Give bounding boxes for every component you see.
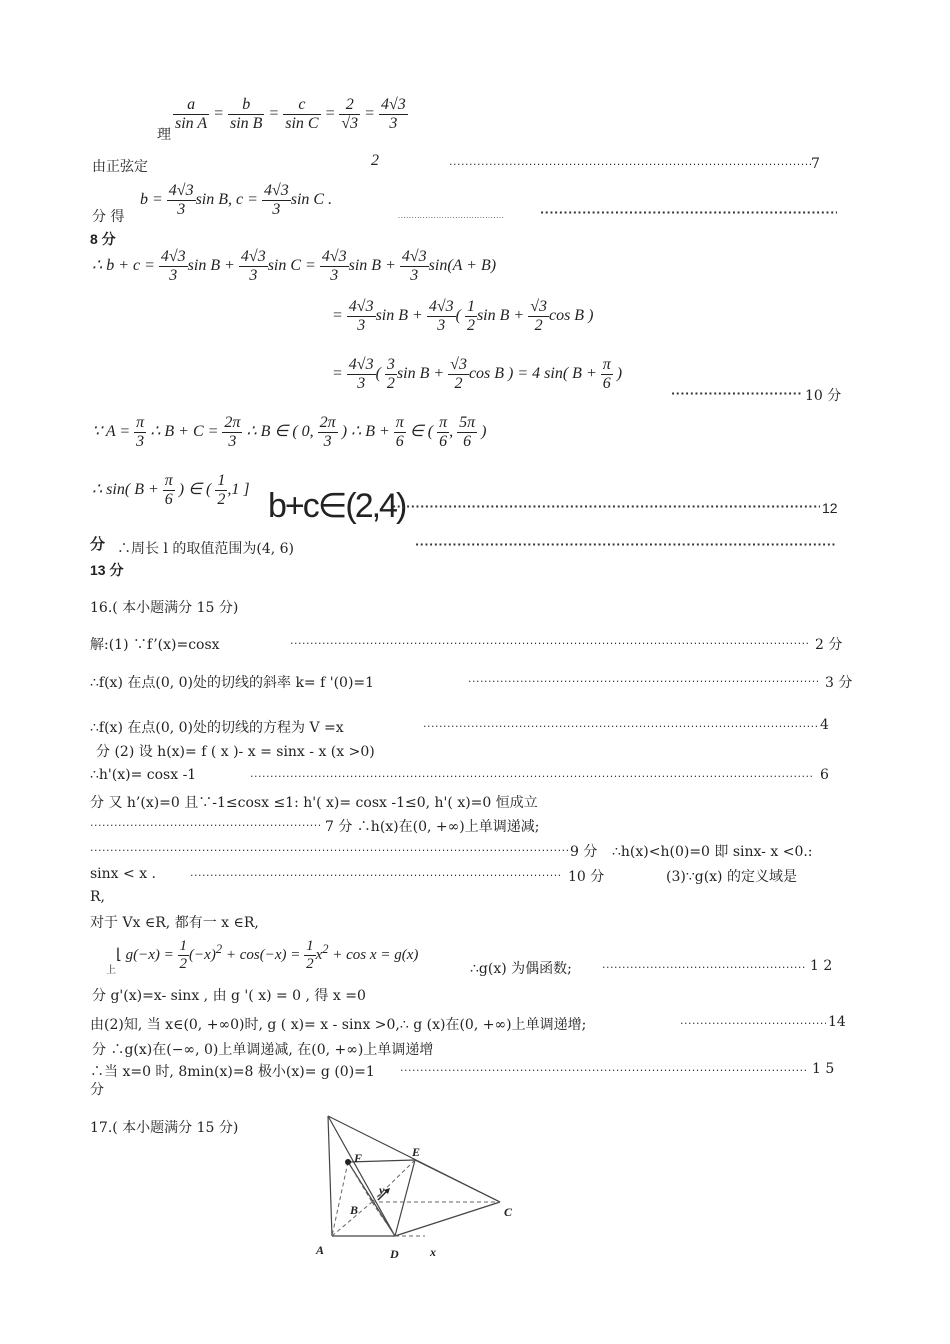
q16-line-17: 分 — [90, 1082, 104, 1098]
q16-line-16: ∴当 x=0 时, 8min(x)=8 极小(x)= g (0)=1 — [90, 1064, 375, 1080]
q16-line-5: ∴h'(x)= cosx -1 — [90, 767, 197, 783]
ratio-denominator: 2 — [371, 152, 379, 169]
ratio-equation: $\frac{a}{\text{sin A}}$ = $\frac{b}{\text{sin B}}$ = $\frac{c}{\text{sin C}}$ = $\frac{2}{√3}$ = $\frac{4√3}{3}$ — [175, 96, 406, 132]
q16-line-3: ∴f(x) 在点(0, 0)处的切线的方程为 V =x — [90, 720, 344, 736]
q16-mark-3: 4 — [820, 717, 829, 733]
point-f — [345, 1159, 351, 1165]
law-prefix: 理 — [157, 127, 171, 143]
q16-line-7: 7 分 ∴h(x)在(0, +∞)上单调递减; — [325, 819, 540, 835]
angle-condition: ∵ A = $\frac{\pi}{3}$ ∴ B + C = $\frac{2\pi}{3}$ ∴ B ∈ ( 0, $\frac{2\pi}{3}$ ) ∴ B + $\frac{\pi}{6}$ ∈ ( $\frac{\pi}{6}$ , $\frac{5\pi}{6}$ ) — [92, 414, 487, 450]
q16-line-11: 对于 Vx ∈R, 都有一 x ∈R, — [90, 915, 259, 931]
sum-line-3: = $\frac{4√3}{3}$ ( $\frac{3}{2}$ sin B + $\frac{√3}{2}$ cos B ) = 4 sin( B + $\frac{\pi}{6}$ ) — [332, 356, 623, 392]
dots-small — [398, 214, 504, 222]
sum-line-2: = $\frac{4√3}{3}$ sin B + $\frac{4√3}{3}$ ( $\frac{1}{2}$ sin B + $\frac{√3}{2}$ cos B ) — [332, 298, 594, 334]
perimeter-text: ∴周长 l 的取值范围为(4, 6) — [117, 541, 295, 557]
fen-12: 分 — [90, 536, 106, 553]
q16-line-12b: ∴g(x) 为偶函数; — [470, 961, 572, 977]
q16-mark-9: 10 分 — [568, 869, 605, 885]
label-y: y — [379, 1183, 385, 1197]
q16-mark-5: 6 — [820, 767, 829, 783]
q16-line-9b: (3)∵g(x) 的定义域是 — [666, 869, 797, 885]
q16-line-12-prefix: 上 — [106, 965, 116, 976]
q16-line-8: ∴h(x)<h(0)=0 即 sinx- x <0.: — [612, 844, 813, 860]
b-expression: b = $\frac{4√3}{3}$ sin B, c = $\frac{4√3}{3}$ sin C . — [140, 182, 333, 218]
q16-mark-2: 3 分 — [825, 675, 853, 691]
q16-title: 16.( 本小题满分 15 分) — [90, 600, 239, 616]
dots-q16-3 — [423, 720, 818, 733]
dots-10a — [671, 387, 801, 400]
dots-q16-8 — [90, 844, 568, 857]
q17-title: 17.( 本小题满分 15 分) — [90, 1120, 239, 1136]
mark-8: 8 分 — [90, 231, 116, 247]
q16-line-14: 由(2)知, 当 x∈(0, +∞0)时, g ( x)= x - sinx >0,∴ g (x)在(0, +∞)上单调递增; — [90, 1017, 587, 1033]
law-label: 由正弦定 — [92, 159, 148, 175]
dots-q16-14 — [680, 1017, 826, 1030]
q16-mark-1: 2 分 — [815, 637, 843, 653]
label-e: E — [412, 1145, 421, 1159]
dots-q16-2 — [468, 675, 818, 688]
q16-line-1: 解:(1) ∵f’(x)=cosx — [90, 637, 220, 653]
q16-line-6: 分 又 h’(x)=0 且∵-1≤cosx ≤1: h'( x)= cosx -1≤0, h'( x)=0 恒成立 — [90, 795, 538, 811]
dots-q16-7 — [90, 819, 322, 832]
q16-line-10: R, — [90, 889, 105, 905]
dots-q16-16 — [400, 1064, 806, 1077]
fen-de: 分 得 — [92, 209, 125, 225]
sin-range: ∴ sin( B + $\frac{\pi}{6}$ ) ∈ ( $\frac{1}{2}$ ,1 ] — [92, 472, 250, 508]
dots-q16-12 — [602, 961, 806, 974]
dots-7 — [449, 158, 811, 171]
label-d: D — [390, 1247, 399, 1261]
bc-range: b+c∈(2,4) — [268, 487, 406, 525]
q16-line-4: 分 (2) 设 h(x)= f ( x )- x = sinx - x (x >0) — [96, 744, 375, 760]
dots-q16-5 — [250, 770, 814, 783]
dots-q16-9 — [190, 869, 560, 882]
dots-q16-1 — [290, 637, 810, 650]
dots-13 — [415, 538, 837, 551]
mark-7: 7 — [811, 156, 820, 172]
label-c: C — [504, 1205, 513, 1219]
geometry-figure — [300, 1110, 540, 1270]
dots-8 — [540, 206, 837, 219]
mark-12: 12 — [822, 500, 838, 516]
q16-line-2: ∴f(x) 在点(0, 0)处的切线的斜率 k= f '(0)=1 — [90, 675, 375, 691]
q16-mark-12: 1 2 — [810, 958, 833, 974]
q16-mark-16: 1 5 — [812, 1061, 835, 1077]
q16-line-13: 分 g'(x)=x- sinx , 由 g '( x) = 0 , 得 x =0 — [92, 988, 366, 1004]
q16-line-9a: sinx < x . — [90, 866, 157, 882]
sum-line-1: ∴ b + c = $\frac{4√3}{3}$ sin B + $\frac{4√3}{3}$ sin C = $\frac{4√3}{3}$ sin B + $\frac{4√3}{3}$ sin(A + B) — [92, 248, 497, 284]
label-f: F — [354, 1151, 363, 1165]
label-x: x — [430, 1245, 436, 1259]
label-a: A — [316, 1243, 325, 1257]
q16-mark-14: 14 — [828, 1014, 846, 1030]
dots-12 — [392, 500, 820, 513]
q16-even-equation: ⌊ g(−x) = $\frac{1}{2}$ $(-x)^2 + \cos(-x)$ = $\frac{1}{2}$ $x^2 + \cos x = g(x)$ — [116, 938, 419, 972]
mark-10a: 10 分 — [805, 388, 842, 404]
q16-mark-8: 9 分 — [570, 844, 598, 860]
q16-line-15: 分 ∴g(x)在(−∞, 0)上单调递减, 在(0, +∞)上单调递增 — [92, 1042, 434, 1058]
label-b: B — [350, 1203, 359, 1217]
mark-13: 13 分 — [90, 562, 124, 578]
